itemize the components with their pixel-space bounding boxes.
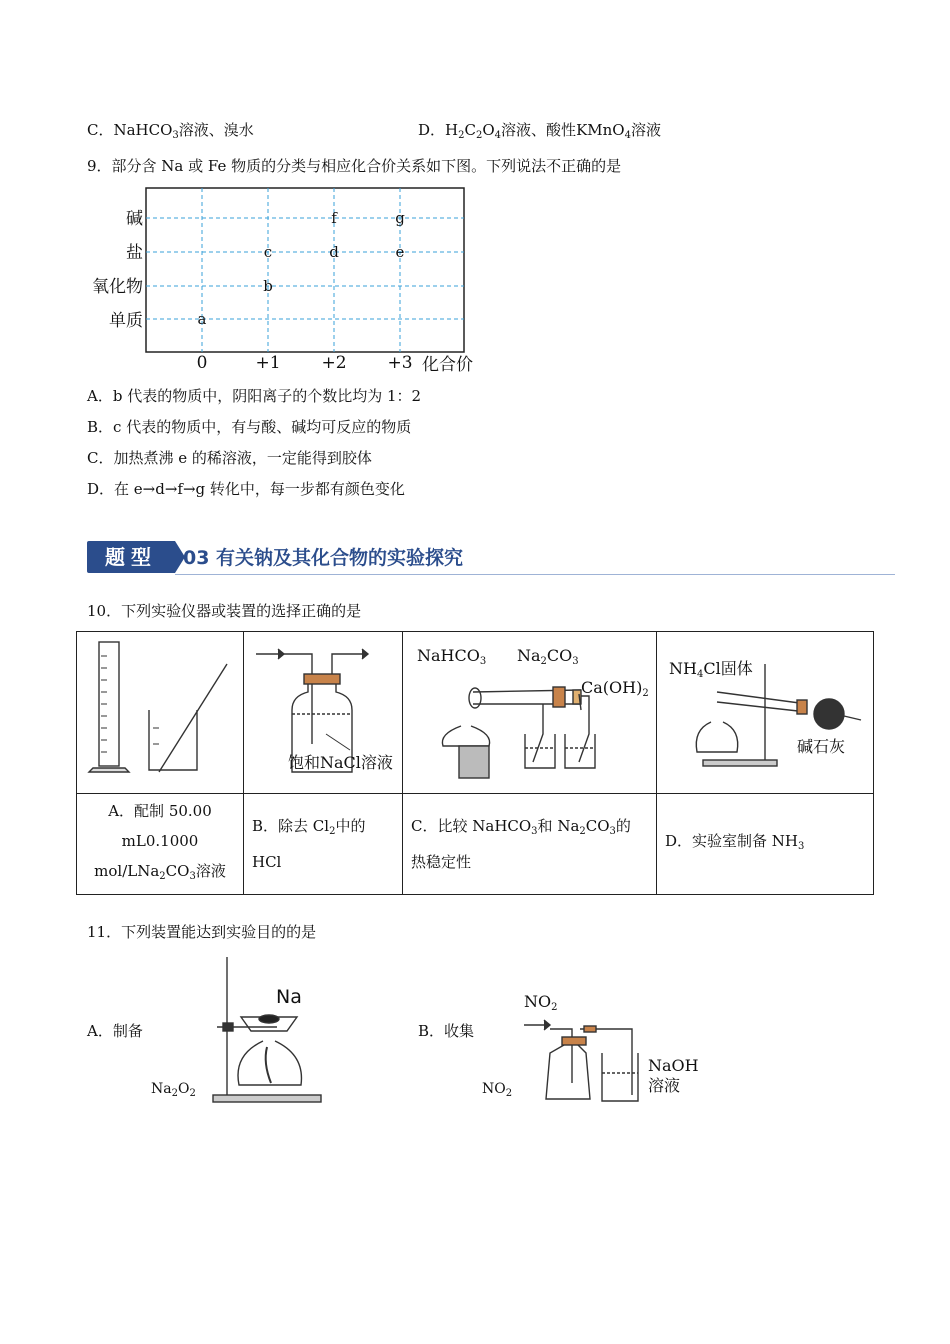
valence-class-chart: [80, 180, 490, 380]
option-c-q8: C．NaHCO$_3$溶液、溴水: [87, 121, 254, 141]
y-label-oxide: 氧化物: [92, 277, 143, 297]
na2co3-label: $Na_2CO_3$: [517, 646, 579, 667]
q11-option-b-text: B．收集: [418, 1022, 475, 1040]
x-label-0: 0: [196, 353, 208, 373]
na2o2-caption: $Na_2O_2$: [151, 1081, 196, 1099]
inlet-tube: [284, 654, 312, 744]
lamp-wick: [266, 1047, 271, 1083]
point-g: g: [395, 209, 405, 227]
nh4cl-label: $NH_4Cl$固体: [669, 659, 753, 680]
ammonia-test-tube: [717, 692, 807, 704]
d-stopper: [797, 700, 807, 714]
no2-caption: $NO_2$: [482, 1081, 513, 1099]
stopper: [304, 674, 340, 684]
spirit-lamp-d: [696, 722, 737, 752]
collection-tube-out: [580, 1029, 632, 1095]
cell-b-caption: B．除去 $Cl_2$中的 HCl: [244, 794, 403, 895]
tube-mouth: [469, 688, 481, 708]
beaker-left: [525, 734, 555, 768]
na-label: Na: [276, 986, 302, 1008]
chart-frame: [146, 188, 464, 352]
cell-a-figure: [77, 632, 244, 794]
cell-d-figure: [657, 632, 874, 794]
section-tag: 题型: [87, 541, 175, 573]
cell-c-figure: [403, 632, 657, 794]
x-axis-title: 化合价: [422, 355, 473, 375]
point-c: c: [263, 243, 273, 261]
point-b: b: [263, 277, 273, 295]
x-label-3: +3: [387, 353, 413, 373]
point-f: f: [331, 209, 337, 227]
tube-stopper: [553, 687, 565, 707]
q9-option-b: B．c 代表的物质中，有与酸、碱均可反应的物质: [87, 418, 412, 436]
cell-a-caption: A．配制 50.00 mL0.1000 mol/$LNa_2CO_3$溶液: [77, 794, 244, 895]
question-9-stem: 9．部分含 Na 或 Fe 物质的分类与相应化合价关系如下图。下列说法不正确的是: [87, 157, 622, 175]
beaker: [149, 710, 197, 770]
cylinder-base: [89, 768, 129, 772]
delivery-tube-1: [533, 704, 543, 762]
section-banner: [87, 538, 907, 578]
y-label-base: 碱: [126, 209, 143, 229]
no2-gas-label: $NO_2$: [524, 992, 558, 1013]
soda-lime-label: 碱石灰: [797, 737, 846, 756]
q10-apparatus-table: [76, 631, 874, 895]
cell-c-caption: C．比较 NaHCO$_3$和 $Na_2CO_3$的 热稳定性: [403, 794, 657, 895]
q9-option-d: D．在 e→d→f→g 转化中，每一步都有颜色变化: [87, 480, 405, 498]
stand-base-a: [213, 1095, 321, 1102]
caoh2-label: $Ca(OH)_2$: [581, 678, 649, 699]
q11-option-a-text: A．制备: [87, 1022, 143, 1040]
y-label-element: 单质: [109, 311, 143, 331]
option-d-q8: D．$H_2C_2O_4$溶液、酸性KMnO$_4$溶液: [418, 121, 661, 141]
question-11-stem: 11．下列装置能达到实验目的的是: [87, 923, 317, 941]
graduated-cylinder-figure: [77, 632, 243, 789]
label-leader: [326, 734, 350, 750]
point-e: e: [395, 243, 405, 261]
x-label-1: +1: [255, 353, 281, 373]
drying-tube-bulb: [814, 699, 844, 729]
nahco3-label: NaHCO$_3$: [417, 646, 487, 667]
x-label-2: +2: [321, 353, 347, 373]
section-title: 03 有关钠及其化合物的实验探究: [183, 547, 464, 569]
rubber-joint: [584, 1026, 596, 1032]
collection-bottle: [546, 1045, 590, 1099]
q9-option-a: A．b 代表的物质中，阴阳离子的个数比均为 1：2: [87, 387, 422, 405]
beaker-right: [565, 734, 595, 768]
nacl-solution-label: 饱和NaCl溶液: [288, 753, 393, 772]
cell-d-caption: D．实验室制备 $NH_3$: [657, 794, 874, 895]
naoh-label: NaOH 溶液: [648, 1056, 699, 1095]
point-a: a: [197, 310, 207, 328]
stand-base: [703, 760, 777, 766]
question-10-stem: 10．下列实验仪器或装置的选择正确的是: [87, 602, 362, 620]
cell-b-figure: [244, 632, 403, 794]
lamp-stand: [459, 746, 489, 778]
point-d: d: [329, 243, 339, 261]
y-label-salt: 盐: [126, 243, 143, 263]
glass-rod: [159, 664, 227, 772]
na-combustion-figure: [205, 955, 330, 1105]
spirit-lamp: [442, 726, 489, 746]
q9-option-c: C．加热煮沸 e 的稀溶液，一定能得到胶体: [87, 449, 372, 467]
section-rule: [175, 574, 895, 575]
collection-stopper: [562, 1037, 586, 1045]
clamp-a: [223, 1023, 233, 1031]
na-sample: [259, 1015, 279, 1023]
grid-lines: [146, 188, 464, 352]
